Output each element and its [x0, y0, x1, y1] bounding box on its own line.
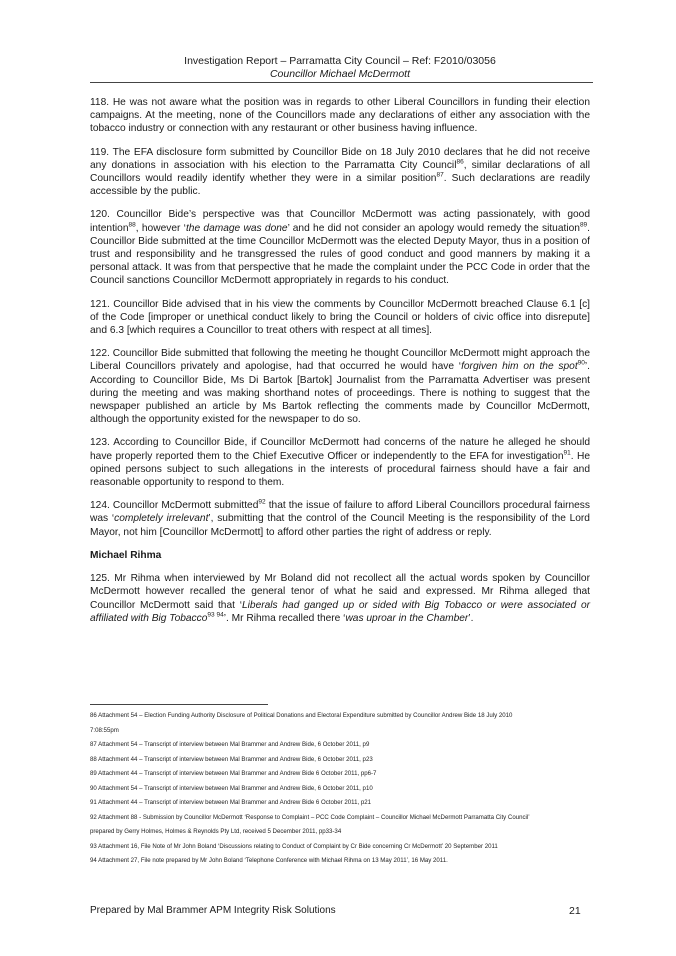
footnote-88: 88 Attachment 44 – Transcript of interview between Mal Brammer and Andrew Bide, 6 October 2011, p23	[90, 755, 373, 763]
paragraph-120: 120. Councillor Bide’s perspective was that Councillor McDermott was acting passionately, with good intention$^{88}$, however ‘the damage was done’ and he did not consider an apology would remedy the situation$^{89}$. Councillor Bide submitted at the time Councillor McDermott was the elected Deputy Mayor, thus in a position of trust and responsibility and he transgressed the rules of good conduct and good manners by making it a personal attack. It was from that perspective that he made the complaint under the PCC Code in order that the Council sanctions Councillor McDermott appropriately in regards to his conduct.	[90, 209, 591, 287]
footnote-ref-93-94: 93 94	[207, 611, 224, 619]
paragraph-122: 122. Councillor Bide submitted that following the meeting he thought Councillor McDermott might approach the Liberal Councillors privately and apologise, had that occurred he would have ‘forgiven him on the spot$^{90}$’. According to Councillor Bide, Ms Di Bartok [Bartok] Journalist from the Parramatta Advertiser was present during the meeting and was making shorthand notes of proceedings. There is nothing to suggest that the newspaper published an article by Ms Bartok reflecting the comments made by Councillor McDermott, although the opportunity existed for the newspaper to do so.	[90, 348, 590, 426]
footnote-90: 90 Attachment 54 – Transcript of interview between Mal Brammer and Andrew Bide, 6 October 2011, p10	[90, 784, 373, 792]
report-body	[90, 96, 590, 635]
report-title: Investigation Report – Parramatta City Council – Ref: F2010/03056	[184, 55, 496, 67]
footnote-ref-87: 87	[436, 171, 444, 179]
paragraph-124: 124. Councillor McDermott submitted$^{92}$ that the issue of failure to afford Liberal Councillors procedural fairness was ‘completely irrelevant’, submitting that the control of the Council Meeting is the responsibility of the Lord Mayor, not him [Councillor McDermott] to afford other parties the right of address or reply.	[90, 498, 590, 538]
footnote-93: 93 Attachment 16, File Note of Mr John Boland ‘Discussions relating to Conduct of Complaint by Cr Bide concerning Cr McDermott’ 20 September 2011	[90, 842, 498, 850]
paragraph-119: 119. The EFA disclosure form submitted by Councillor Bide on 18 July 2010 declares that he did not receive any donations in association with his election to the Parramatta City Council$^{86}$, similar declarations of all Councillors would readily identify whether they were in a similar position$^{87}$. Such declarations are readily accessible by the public.	[90, 146, 590, 198]
footnote-ref-90: 90	[577, 360, 585, 368]
footnotes	[90, 712, 600, 872]
paragraph-125: 125. Mr Rihma when interviewed by Mr Boland did not recollect all the actual words spoken by Councillor McDermott however recalled the general tenor of what he said and expressed. Mr Rihma alleged that Councillor McDermott said that ‘Liberals had ganged up or sided with Big Tobacco or were associated or affiliated with Big Tobacco$^{93 94}$’. Mr Rihma recalled there ‘was uproar in the Chamber’.	[90, 573, 590, 624]
page-number: 21	[569, 905, 581, 917]
footnote-86: 86 Attachment 54 – Election Funding Authority Disclosure of Political Donations and Electoral Expenditure submitted by Councillor Andrew Bide 18 July 2010 7:08:55pm	[90, 712, 513, 734]
header-divider	[90, 82, 593, 83]
paragraph-118: 118. He was not aware what the position was in regards to other Liberal Councillors in funding their election campaigns. At the meeting, none of the Councillors made any declarations of either any association with the tobacco industry or connection with any restaurant or other business having influence.	[90, 97, 590, 135]
footnote-ref-86: 86	[456, 158, 464, 166]
footnote-ref-88: 88	[128, 221, 136, 229]
footer-prepared-by: Prepared by Mal Brammer APM Integrity Risk Solutions	[90, 905, 336, 916]
footnote-89: 89 Attachment 44 – Transcript of interview between Mal Brammer and Andrew Bide 6 October 2011, pp6-7	[90, 770, 377, 777]
footnote-87: 87 Attachment 54 – Transcript of interview between Mal Brammer and Andrew Bide, 6 October 2011, p9	[90, 741, 370, 748]
footnote-91: 91 Attachment 44 – Transcript of interview between Mal Brammer and Andrew Bide 6 October 2011, p21	[90, 799, 372, 806]
footnote-94: 94 Attachment 27, File note prepared by Mr John Boland ‘Telephone Conference with Michael Rihma on 13 May 2011’, 16 May 2011.	[90, 857, 448, 864]
page-header	[90, 55, 590, 81]
footnote-ref-89: 89	[579, 221, 588, 229]
report-subtitle: Councillor Michael McDermott	[269, 68, 411, 80]
footnote-ref-91: 91	[563, 449, 571, 457]
footnote-92: 92 Attachment 88 - Submission by Councillor McDermott ‘Response to Complaint – PCC Code Complaint – Councillor Michael McDermott Parramatta City Council’ prepared by Gerry Holmes, Holmes & Reynolds Pty Ltd, received 5 December 2011, pp33-34	[90, 813, 530, 835]
footnote-ref-92: 92	[258, 498, 266, 506]
section-heading: Michael Rihma	[90, 549, 162, 561]
footnote-divider	[90, 704, 268, 705]
paragraph-121: 121. Councillor Bide advised that in his view the comments by Councillor McDermott breached Clause 6.1 [c] of the Code [improper or unethical conduct likely to bring the Council or holders of civic office into disrepute] and 6.3 [which requires a Councillor to treat others with respect at all times].	[90, 298, 590, 337]
paragraph-123: 123. According to Councillor Bide, if Councillor McDermott had concerns of the nature he alleged he should have properly reported them to the Chief Executive Officer or independently to the EFA for investigation$^{91}$. He opined persons subject to such allegations in the interests of procedural fairness should have a fair and reasonable opportunity to respond to them.	[90, 437, 590, 489]
